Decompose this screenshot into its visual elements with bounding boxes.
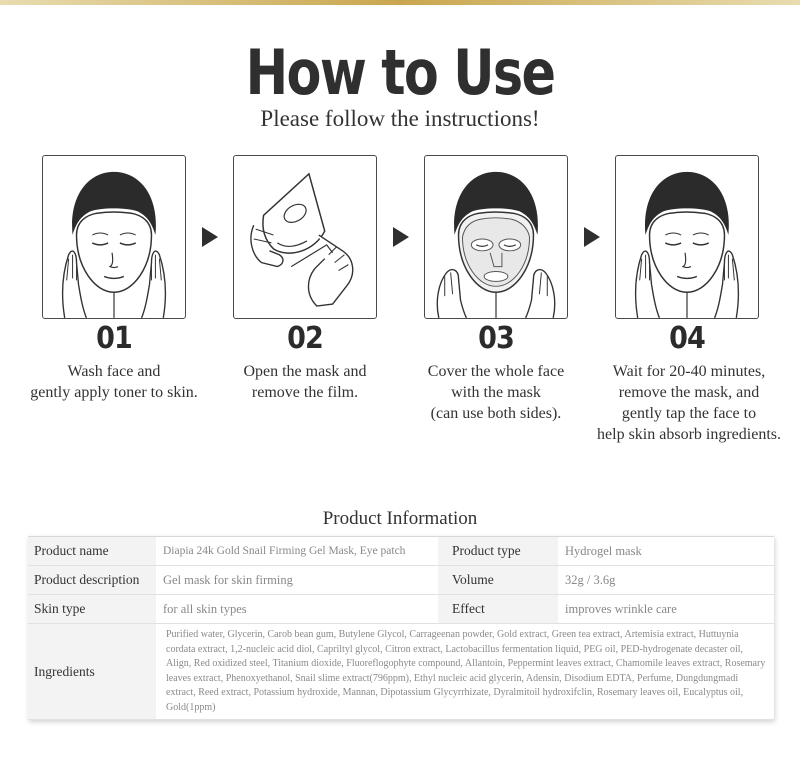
table-row (28, 566, 774, 595)
step-3-text: Cover the whole face with the mask (can use both sides). (427, 363, 565, 422)
arrow-right-icon (202, 227, 218, 247)
step-1-number: 01 (96, 321, 132, 356)
page-title: How to Use (245, 36, 555, 109)
volume-label: Volume (438, 566, 558, 595)
product-type-value: Hydrogel mask (558, 537, 774, 566)
product-name-label: Product name (28, 537, 156, 566)
product-info-title: Product Information (322, 508, 478, 529)
ingredients-value: Purified water, Glycerin, Carob bean gum, Butylene Glycol, Carrageenan powder, Gold extract, Green tea extract, Artemisia extract, Huttuynia cordata extract, 1,2-nucleic acid diol, Capriltyl glycol, Citron extract, Lactobacillus fermentation liquid, PEG oil, PED-hydrogenate decaster oil, Align, Red oxidized steel, Titanium dioxide, Fluoreflogophyte compound, Allantoin, Peppermint leaves extract, Chamomile leaves extract, Rosemary leaves extract, Phenoxyethanol, Snail slime extract(796ppm), Ethyl nucleic acid glycerin, Adensin, Disodium EDTA, Perfume, Dungdungmadi extract, Reed extract, Potassium hydroxide, Mannan, Dipotassium Glycyrrhizate, Dyralmitoil hydroxifclin, Rosemary leaves oil, Eucalyptus oil, Gold(1ppm) (156, 624, 774, 720)
face-hands-icon (616, 156, 758, 318)
step-1-text: Wash face and gently apply toner to skin. (30, 363, 198, 401)
effect-value: improves wrinkle care (558, 595, 774, 624)
table-row (28, 537, 774, 566)
face-hands-icon (43, 156, 185, 318)
product-description-value: Gel mask for skin firming (156, 566, 438, 595)
arrow-right-icon (393, 227, 409, 247)
table-row (28, 624, 774, 720)
mask-film-icon (234, 156, 376, 318)
step-2-number: 02 (287, 321, 323, 356)
face-mask-icon (425, 156, 567, 318)
page-subtitle: Please follow the instructions! (260, 106, 540, 131)
product-description-label: Product description (28, 566, 156, 595)
product-type-label: Product type (438, 537, 558, 566)
step-2-text: Open the mask and remove the film. (243, 363, 367, 401)
table-row (28, 595, 774, 624)
skin-type-value: for all skin types (156, 595, 438, 624)
arrow-right-icon (584, 227, 600, 247)
skin-type-label: Skin type (28, 595, 156, 624)
product-name-value: Diapia 24k Gold Snail Firming Gel Mask, Eye patch (156, 537, 438, 566)
step-3-number: 03 (478, 321, 514, 356)
effect-label: Effect (438, 595, 558, 624)
step-1-illustration (42, 155, 186, 319)
gold-top-bar (0, 0, 800, 5)
step-4-text: Wait for 20-40 minutes, remove the mask, and gently tap the face to help skin absorb ingredients. (597, 363, 781, 443)
step-3-illustration (424, 155, 568, 319)
step-4-number: 04 (669, 321, 705, 356)
volume-value: 32g / 3.6g (558, 566, 774, 595)
product-info-table (28, 536, 774, 720)
step-4-illustration (615, 155, 759, 319)
ingredients-label: Ingredients (28, 624, 156, 720)
step-2-illustration (233, 155, 377, 319)
